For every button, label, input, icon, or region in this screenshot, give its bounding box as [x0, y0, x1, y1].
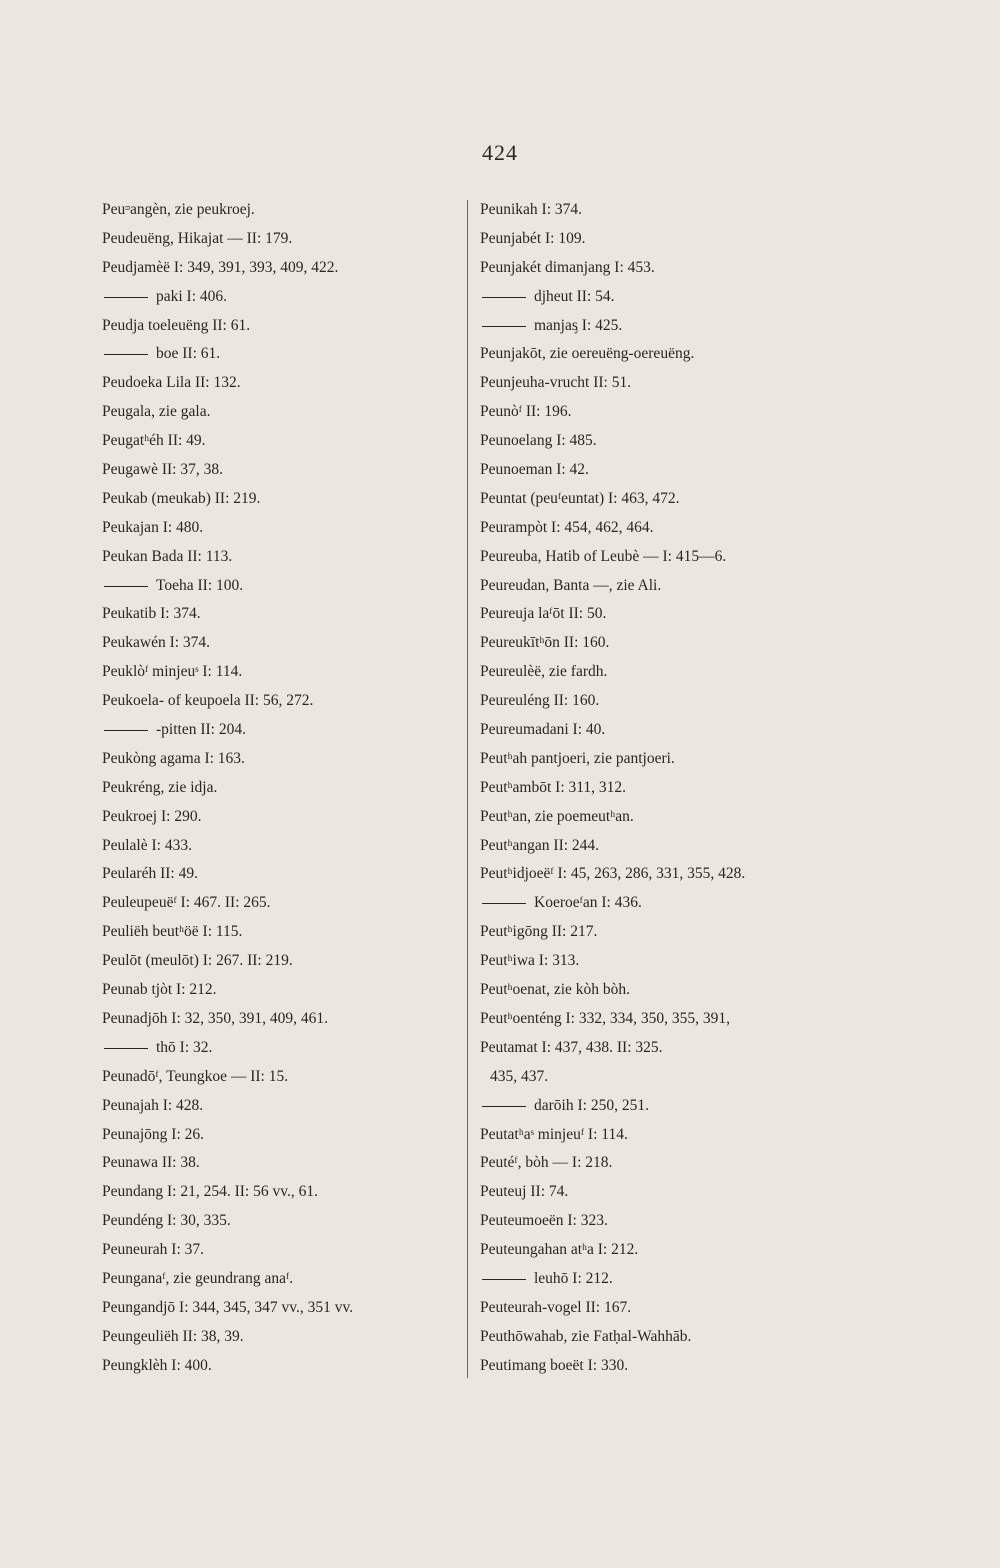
index-subentry: thō I: 32.: [102, 1034, 457, 1063]
index-entry: Peungandjō I: 344, 345, 347 vv., 351 vv.: [102, 1298, 354, 1316]
index-entry: Peukòng agama I: 163.: [102, 749, 245, 767]
index-entry: Peundéng I: 30, 335.: [102, 1212, 231, 1230]
index-entry: Peungeuliëh II: 38, 39.: [102, 1327, 244, 1345]
index-entry: Peuntat (peuᶠeuntat) I: 463, 472.: [480, 489, 680, 507]
index-entry: Peuleupeuëᶠ I: 467. II: 265.: [102, 894, 271, 912]
index-entry: Peunganaᶠ, zie geundrang anaᶠ.: [102, 1269, 294, 1287]
index-entry: Peugatʰéh II: 49.: [102, 432, 206, 450]
index-entry: Peuneurah I: 37.: [102, 1241, 205, 1259]
index-entry: Peudjamèë I: 349, 391, 393, 409, 422.: [102, 258, 339, 276]
index-entry: Peulōt (meulōt) I: 267. II: 219.: [102, 952, 293, 970]
index-subentry: Toeha II: 100.: [102, 572, 457, 601]
index-entry: Peutʰangan II: 244.: [480, 836, 600, 854]
index-entry: Peureumadani I: 40.: [480, 721, 606, 739]
index-entry: Peutʰan, zie poemeutʰan.: [480, 807, 634, 825]
index-column-right: [480, 196, 840, 1381]
index-entry: Peutʰah pantjoeri, zie pantjoeri.: [480, 749, 675, 767]
index-entry: Peunjabét I: 109.: [480, 229, 586, 247]
index-entry: Peugawè II: 37, 38.: [102, 461, 223, 479]
index-entry: Peutʰiwa I: 313.: [480, 952, 580, 970]
index-entry: Peungklèh I: 400.: [102, 1356, 212, 1374]
index-entry: Peukréng, zie idja.: [102, 778, 218, 796]
index-entry: Peureuja laᶠōt II: 50.: [480, 605, 607, 623]
index-entry: Peunadjōh I: 32, 350, 391, 409, 461.: [102, 1009, 329, 1027]
index-entry: Peudja toeleuëng II: 61.: [102, 316, 251, 334]
index-entry: Peuteumoeën I: 323.: [480, 1212, 608, 1230]
index-entry: Peunab tjòt I: 212.: [102, 981, 217, 999]
index-entry: 435, 437.: [490, 1067, 549, 1085]
index-entry: Peukan Bada II: 113.: [102, 547, 233, 565]
index-entry: Peunòᶠ II: 196.: [480, 403, 572, 421]
index-entry: Peudeuëng, Hikajat — II: 179.: [102, 229, 293, 247]
index-entry: Peudoeka Lila II: 132.: [102, 374, 241, 392]
index-entry: Peureukītʰōn II: 160.: [480, 634, 610, 652]
index-entry: Peuᵙangèn, zie peukroej.: [102, 201, 255, 218]
index-subentry: leuhō I: 212.: [480, 1265, 840, 1294]
index-entry: Peuteurah-vogel II: 167.: [480, 1298, 632, 1316]
index-entry: Peunjakét dimanjang I: 453.: [480, 258, 655, 276]
index-entry: Peutʰambōt I: 311, 312.: [480, 778, 627, 796]
index-entry: Peukroej I: 290.: [102, 807, 202, 825]
index-entry: Peutatʰaˢ minjeuᶠ I: 114.: [480, 1125, 628, 1143]
index-entry: Peukajan I: 480.: [102, 518, 204, 536]
index-entry: Peukawén I: 374.: [102, 634, 211, 652]
index-entry: Peunajah I: 428.: [102, 1096, 204, 1114]
index-subentry: Koeroeᶠan I: 436.: [480, 889, 840, 918]
index-entry: Peunoelang I: 485.: [480, 432, 597, 450]
index-entry: Peutʰigōng II: 217.: [480, 923, 598, 941]
index-entry: Peutéᶠ, bòh — I: 218.: [480, 1154, 613, 1172]
index-entry: Peunjeuha-vrucht II: 51.: [480, 374, 632, 392]
index-entry: Peutimang boeët I: 330.: [480, 1356, 629, 1374]
index-entry: Peunajōng I: 26.: [102, 1125, 205, 1143]
index-entry: Peukatib I: 374.: [102, 605, 201, 623]
index-subentry: manjaᶊ I: 425.: [480, 312, 840, 341]
index-entry: Peunjakōt, zie oereuëng-oereuëng.: [480, 345, 695, 363]
index-entry: Peuteuj II: 74.: [480, 1183, 569, 1201]
index-subentry: djheut II: 54.: [480, 283, 840, 312]
index-entry: Peuteungahan atʰa I: 212.: [480, 1241, 639, 1259]
index-column-left: [102, 196, 457, 1381]
index-entry: Peukoela- of keupoela II: 56, 272.: [102, 692, 314, 710]
index-entry: Peurampòt I: 454, 462, 464.: [480, 518, 654, 536]
index-entry: Peureuba, Hatib of Leubè — I: 415—6.: [480, 547, 727, 565]
index-subentry: paki I: 406.: [102, 283, 457, 312]
index-entry: Peutʰoenténg I: 332, 334, 350, 355, 391,: [480, 1009, 730, 1027]
page-number: 424: [482, 140, 518, 165]
index-entry: Peukab (meukab) II: 219.: [102, 489, 261, 507]
index-entry: Peunadōᶠ, Teungkoe — II: 15.: [102, 1067, 289, 1085]
index-entry: Peureulèë, zie fardh.: [480, 663, 608, 681]
index-entry: Peutʰidjoeëᶠ I: 45, 263, 286, 331, 355, 428.: [480, 865, 746, 883]
index-subentry: darōih I: 250, 251.: [480, 1092, 840, 1121]
index-entry: Peutamat I: 437, 438. II: 325.: [480, 1038, 663, 1056]
index-entry: Peundang I: 21, 254. II: 56 vv., 61.: [102, 1183, 318, 1201]
index-subentry: -pitten II: 204.: [102, 716, 457, 745]
index-entry: Peunawa II: 38.: [102, 1154, 200, 1172]
index-entry: Peunikah I: 374.: [480, 201, 583, 218]
index-subentry: boe II: 61.: [102, 340, 457, 369]
index-entry: Peuliëh beutʰöë I: 115.: [102, 923, 243, 941]
index-entry: Peureuléng II: 160.: [480, 692, 600, 710]
index-entry: Peureudan, Banta —, zie Ali.: [480, 576, 662, 594]
index-entry: Peugala, zie gala.: [102, 403, 211, 421]
index-entry: Peutʰoenat, zie kòh bòh.: [480, 981, 631, 999]
index-entry: Peuklòᶠ minjeuˢ I: 114.: [102, 663, 243, 681]
index-entry: Peunoeman I: 42.: [480, 461, 589, 479]
index-entry: Peuthōwahab, zie Fatḥal-Wahhāb.: [480, 1327, 692, 1345]
column-divider: [467, 200, 468, 1378]
index-entry: Peularéh II: 49.: [102, 865, 198, 883]
index-entry: Peulalè I: 433.: [102, 836, 192, 854]
